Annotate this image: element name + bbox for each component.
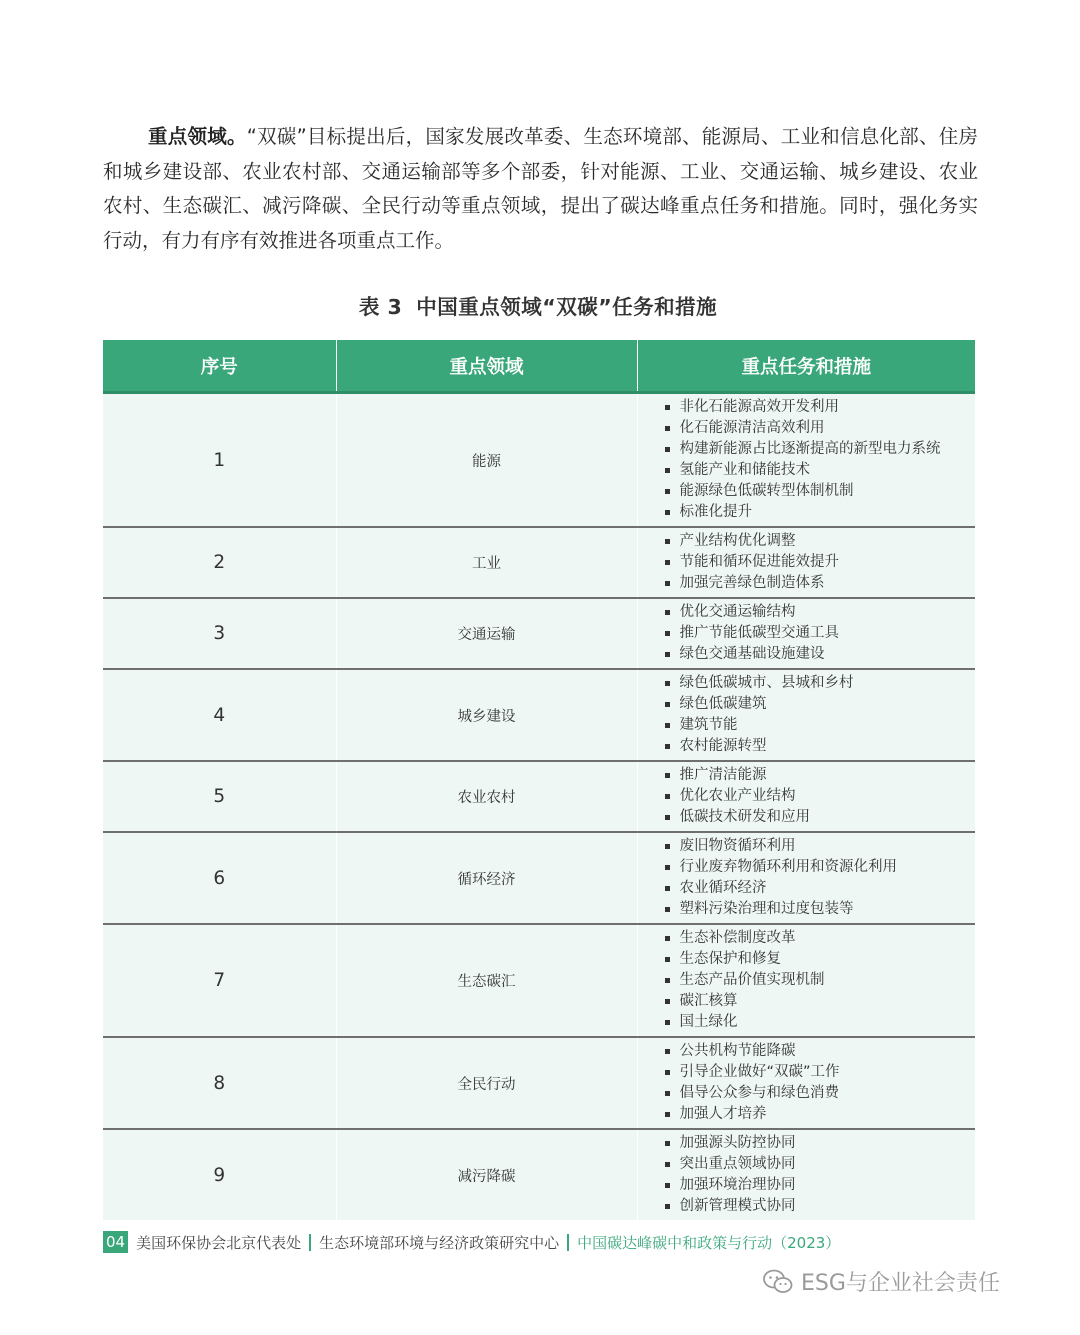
measure-item: 突出重点领域协同 <box>665 1154 976 1175</box>
row-area: 生态碳汇 <box>336 924 637 1037</box>
measures-list <box>665 765 976 828</box>
measure-item: 农村能源转型 <box>665 736 976 757</box>
table-row <box>103 598 975 669</box>
footer-book-title: 中国碳达峰碳中和政策与行动（2023） <box>577 1233 841 1252</box>
row-measures <box>637 669 975 761</box>
row-measures <box>637 1129 975 1220</box>
table-title <box>0 290 1076 320</box>
measure-item: 倡导公众参与和绿色消费 <box>665 1083 976 1104</box>
intro-lead: 重点领域。 <box>148 125 247 148</box>
table-title-text: 中国重点领域“双碳”任务和措施 <box>416 295 718 319</box>
footer-divider <box>567 1234 569 1251</box>
table-body <box>103 393 975 1221</box>
measures-list <box>665 836 976 920</box>
watermark <box>763 1266 1000 1297</box>
table-row <box>103 1129 975 1220</box>
measure-item: 低碳技术研发和应用 <box>665 807 976 828</box>
intro-body: “双碳”目标提出后，国家发展改革委、生态环境部、能源局、工业和信息化部、住房和城乡建设部、农业农村部、交通运输部等多个部委，针对能源、工业、交通运输、城乡建设、农业农村、生态碳汇、减污降碳、全民行动等重点领域，提出了碳达峰重点任务和措施。同时，强化务实行动，有力有序有效推进各项重点工作。 <box>103 125 978 252</box>
table-row <box>103 924 975 1037</box>
row-area: 循环经济 <box>336 832 637 924</box>
measures-list <box>665 928 976 1033</box>
row-measures <box>637 761 975 832</box>
measure-item: 创新管理模式协同 <box>665 1196 976 1217</box>
measure-item: 化石能源清洁高效利用 <box>665 418 976 439</box>
table-row <box>103 832 975 924</box>
measure-item: 优化农业产业结构 <box>665 786 976 807</box>
footer-org-2: 生态环境部环境与经济政策研究中心 <box>319 1233 560 1252</box>
header-area: 重点领域 <box>336 340 637 393</box>
measure-item: 加强人才培养 <box>665 1104 976 1125</box>
footer-org-1: 美国环保协会北京代表处 <box>136 1233 302 1252</box>
measure-item: 生态保护和修复 <box>665 949 976 970</box>
row-number: 7 <box>103 924 336 1037</box>
row-measures <box>637 527 975 598</box>
measure-item: 绿色低碳城市、县城和乡村 <box>665 673 976 694</box>
measures-list <box>665 673 976 757</box>
measure-item: 生态补偿制度改革 <box>665 928 976 949</box>
table-header-row <box>103 340 975 393</box>
measure-item: 氢能产业和储能技术 <box>665 460 976 481</box>
measures-list <box>665 397 976 523</box>
footer-divider <box>309 1234 311 1251</box>
tasks-table <box>103 340 975 1220</box>
measures-list <box>665 602 976 665</box>
wechat-icon <box>763 1269 793 1295</box>
measure-item: 推广节能低碳型交通工具 <box>665 623 976 644</box>
table-row <box>103 761 975 832</box>
row-number: 9 <box>103 1129 336 1220</box>
row-number: 4 <box>103 669 336 761</box>
measure-item: 推广清洁能源 <box>665 765 976 786</box>
measure-item: 标准化提升 <box>665 502 976 523</box>
row-number: 6 <box>103 832 336 924</box>
row-area: 工业 <box>336 527 637 598</box>
row-measures <box>637 393 975 528</box>
measure-item: 行业废弃物循环利用和资源化利用 <box>665 857 976 878</box>
row-area: 交通运输 <box>336 598 637 669</box>
page-number: 04 <box>103 1231 128 1253</box>
page-footer <box>103 1230 840 1254</box>
measure-item: 生态产品价值实现机制 <box>665 970 976 991</box>
row-measures <box>637 598 975 669</box>
row-measures <box>637 924 975 1037</box>
measure-item: 节能和循环促进能效提升 <box>665 552 976 573</box>
row-area: 减污降碳 <box>336 1129 637 1220</box>
measure-item: 农业循环经济 <box>665 878 976 899</box>
row-number: 1 <box>103 393 336 528</box>
measure-item: 加强环境治理协同 <box>665 1175 976 1196</box>
measures-list <box>665 1041 976 1125</box>
row-area: 农业农村 <box>336 761 637 832</box>
measure-item: 国土绿化 <box>665 1012 976 1033</box>
row-measures <box>637 832 975 924</box>
measure-item: 绿色低碳建筑 <box>665 694 976 715</box>
row-area: 城乡建设 <box>336 669 637 761</box>
measure-item: 加强完善绿色制造体系 <box>665 573 976 594</box>
header-measures: 重点任务和措施 <box>637 340 975 393</box>
measure-item: 引导企业做好“双碳”工作 <box>665 1062 976 1083</box>
measure-item: 产业结构优化调整 <box>665 531 976 552</box>
table-row <box>103 669 975 761</box>
row-area: 能源 <box>336 393 637 528</box>
row-number: 5 <box>103 761 336 832</box>
measure-item: 非化石能源高效开发利用 <box>665 397 976 418</box>
table-row <box>103 1037 975 1129</box>
header-number: 序号 <box>103 340 336 393</box>
measures-list <box>665 531 976 594</box>
measure-item: 加强源头防控协同 <box>665 1133 976 1154</box>
measure-item: 碳汇核算 <box>665 991 976 1012</box>
measure-item: 建筑节能 <box>665 715 976 736</box>
intro-paragraph <box>103 120 978 258</box>
measure-item: 构建新能源占比逐渐提高的新型电力系统 <box>665 439 976 460</box>
row-measures <box>637 1037 975 1129</box>
measure-item: 优化交通运输结构 <box>665 602 976 623</box>
measure-item: 绿色交通基础设施建设 <box>665 644 976 665</box>
table-row <box>103 527 975 598</box>
table-row <box>103 393 975 528</box>
measure-item: 公共机构节能降碳 <box>665 1041 976 1062</box>
measures-list <box>665 1133 976 1217</box>
row-number: 3 <box>103 598 336 669</box>
table-number: 表 3 <box>358 295 403 319</box>
row-number: 8 <box>103 1037 336 1129</box>
measure-item: 塑料污染治理和过度包装等 <box>665 899 976 920</box>
watermark-text: ESG与企业社会责任 <box>801 1271 1000 1296</box>
row-area: 全民行动 <box>336 1037 637 1129</box>
row-number: 2 <box>103 527 336 598</box>
measure-item: 废旧物资循环利用 <box>665 836 976 857</box>
measure-item: 能源绿色低碳转型体制机制 <box>665 481 976 502</box>
